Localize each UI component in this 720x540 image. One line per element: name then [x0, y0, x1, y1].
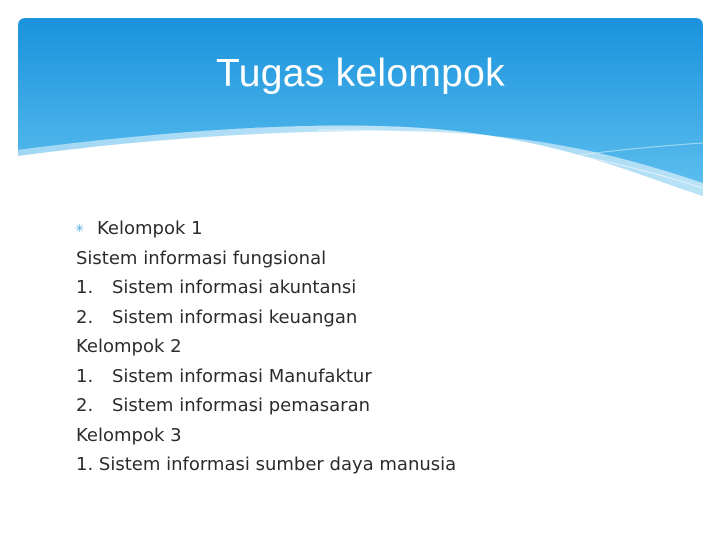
list-item [76, 450, 676, 480]
list-item [76, 391, 676, 421]
list-item-text: Sistem informasi akuntansi [112, 277, 357, 298]
list-item-text: Sistem informasi keuangan [112, 306, 358, 328]
list-item [76, 332, 676, 362]
list-item [76, 244, 676, 274]
list-item-number: 2. [76, 306, 94, 328]
list-item [76, 421, 676, 451]
list-item-number: 2. [76, 395, 94, 416]
list-item-text: Sistem informasi Manufaktur [112, 365, 372, 387]
list-item [76, 303, 676, 333]
banner-background [18, 18, 703, 196]
list-item-number: 1. [76, 277, 94, 298]
list-item [76, 362, 676, 392]
list-item-text: Sistem informasi pemasaran [112, 395, 371, 416]
slide-title: Tugas kelompok [216, 52, 505, 95]
list-item [76, 214, 676, 244]
content-list [76, 214, 676, 480]
asterisk-bullet-icon: ✳ [75, 222, 85, 235]
title-banner [18, 18, 703, 196]
list-item [76, 273, 676, 303]
list-item-text: Sistem informasi fungsional [76, 247, 327, 269]
list-item-text: Kelompok 1 [97, 218, 203, 239]
list-item-text: 1. Sistem informasi sumber daya manusia [76, 454, 457, 475]
list-item-text: Kelompok 3 [76, 424, 182, 446]
list-item-text: Kelompok 2 [76, 336, 182, 357]
list-item-number: 1. [76, 365, 94, 387]
